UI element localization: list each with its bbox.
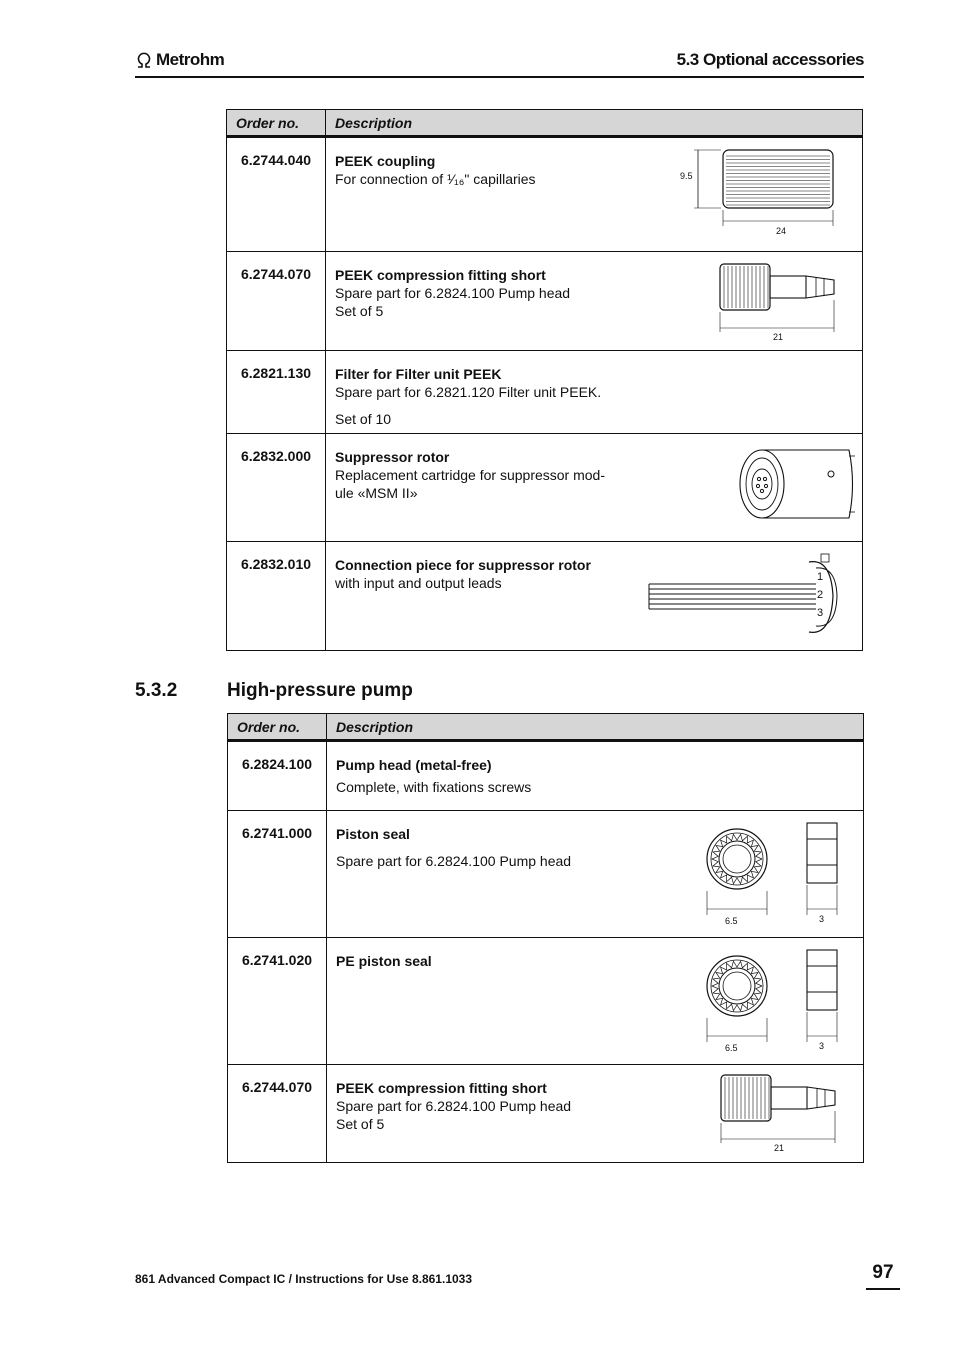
item-line: Spare part for 6.2821.120 Filter unit PEEK.: [335, 384, 602, 400]
footer-text: 861 Advanced Compact IC / Instructions for Use 8.861.1033: [135, 1272, 473, 1286]
order-number: 6.2824.100: [228, 741, 327, 811]
table-row: [228, 811, 864, 938]
dim-label: 6.5: [725, 1043, 738, 1053]
running-header-section: 5.3 Optional accessories: [676, 50, 864, 69]
item-line: Spare part for 6.2824.100 Pump head: [336, 853, 572, 869]
order-number: 6.2832.010: [227, 542, 326, 651]
item-name: PEEK coupling: [335, 153, 436, 169]
peek-coupling-drawing: [676, 146, 846, 241]
order-number: 6.2821.130: [227, 351, 326, 434]
item-line: Complete, with fixations screws: [336, 779, 532, 795]
item-line: ule «MSM II»: [335, 485, 418, 501]
brand-logo: [135, 50, 224, 70]
dim-label: 21: [774, 1143, 785, 1153]
suppressor-rotor-drawing: [734, 444, 859, 524]
item-line: Set of 5: [335, 303, 384, 319]
item-name: PE piston seal: [336, 953, 432, 969]
item-name: PEEK compression fitting short: [336, 1080, 547, 1096]
item-line: For connection of ¹⁄₁₆" capillaries: [335, 171, 536, 187]
accessories-table-2: [227, 713, 864, 1163]
connection-piece-drawing: [641, 548, 861, 648]
table-row: [227, 351, 863, 434]
table-row: [227, 137, 863, 252]
dim-label: 21: [773, 332, 784, 342]
item-line: Replacement cartridge for suppressor mod-: [335, 467, 606, 483]
page-number: 97: [866, 1262, 900, 1290]
header-rule: [135, 76, 864, 78]
item-line: Spare part for 6.2824.100 Pump head: [335, 285, 571, 301]
col-order-header: Order no.: [228, 714, 327, 741]
item-name: Pump head (metal-free): [336, 757, 492, 773]
item-name: Piston seal: [336, 826, 410, 842]
section-title: High-pressure pump: [227, 680, 413, 701]
col-desc-header: Description: [326, 110, 863, 137]
brand-name: Metrohm: [156, 50, 225, 69]
port-label: 2: [817, 589, 824, 601]
dim-label: 3: [819, 914, 825, 924]
col-desc-header: Description: [327, 714, 864, 741]
order-number: 6.2832.000: [227, 434, 326, 542]
port-label: 1: [817, 571, 824, 583]
dim-label: 3: [819, 1041, 825, 1051]
omega-icon: [135, 52, 153, 68]
pe-piston-seal-drawing: [705, 946, 845, 1061]
dim-label: 9.5: [680, 171, 693, 181]
item-name: Connection piece for suppressor rotor: [335, 557, 591, 573]
order-number: 6.2744.070: [228, 1065, 327, 1163]
item-line: Set of 5: [336, 1116, 385, 1132]
item-line: Spare part for 6.2824.100 Pump head: [336, 1098, 572, 1114]
order-number: 6.2741.020: [228, 938, 327, 1065]
table-row: [227, 434, 863, 542]
table-row: [228, 1065, 864, 1163]
order-number: 6.2744.040: [227, 137, 326, 252]
item-name: Suppressor rotor: [335, 449, 450, 465]
item-name: Filter for Filter unit PEEK: [335, 366, 502, 382]
port-label: 3: [817, 607, 824, 619]
order-number: 6.2741.000: [228, 811, 327, 938]
table-row: [228, 741, 864, 811]
col-order-header: Order no.: [227, 110, 326, 137]
section-number: 5.3.2: [135, 680, 178, 701]
table-row: [227, 542, 863, 651]
section-heading: [135, 680, 413, 702]
dim-label: 24: [776, 226, 787, 236]
item-line: Set of 10: [335, 411, 392, 427]
item-name: PEEK compression fitting short: [335, 267, 546, 283]
compression-fitting-drawing: [716, 260, 846, 345]
accessories-table-1: [226, 109, 863, 651]
compression-fitting-drawing: [717, 1071, 847, 1156]
piston-seal-drawing: [705, 819, 845, 934]
item-line: with input and output leads: [335, 575, 502, 591]
table-row: [227, 252, 863, 351]
order-number: 6.2744.070: [227, 252, 326, 351]
table-row: [228, 938, 864, 1065]
dim-label: 6.5: [725, 916, 738, 926]
